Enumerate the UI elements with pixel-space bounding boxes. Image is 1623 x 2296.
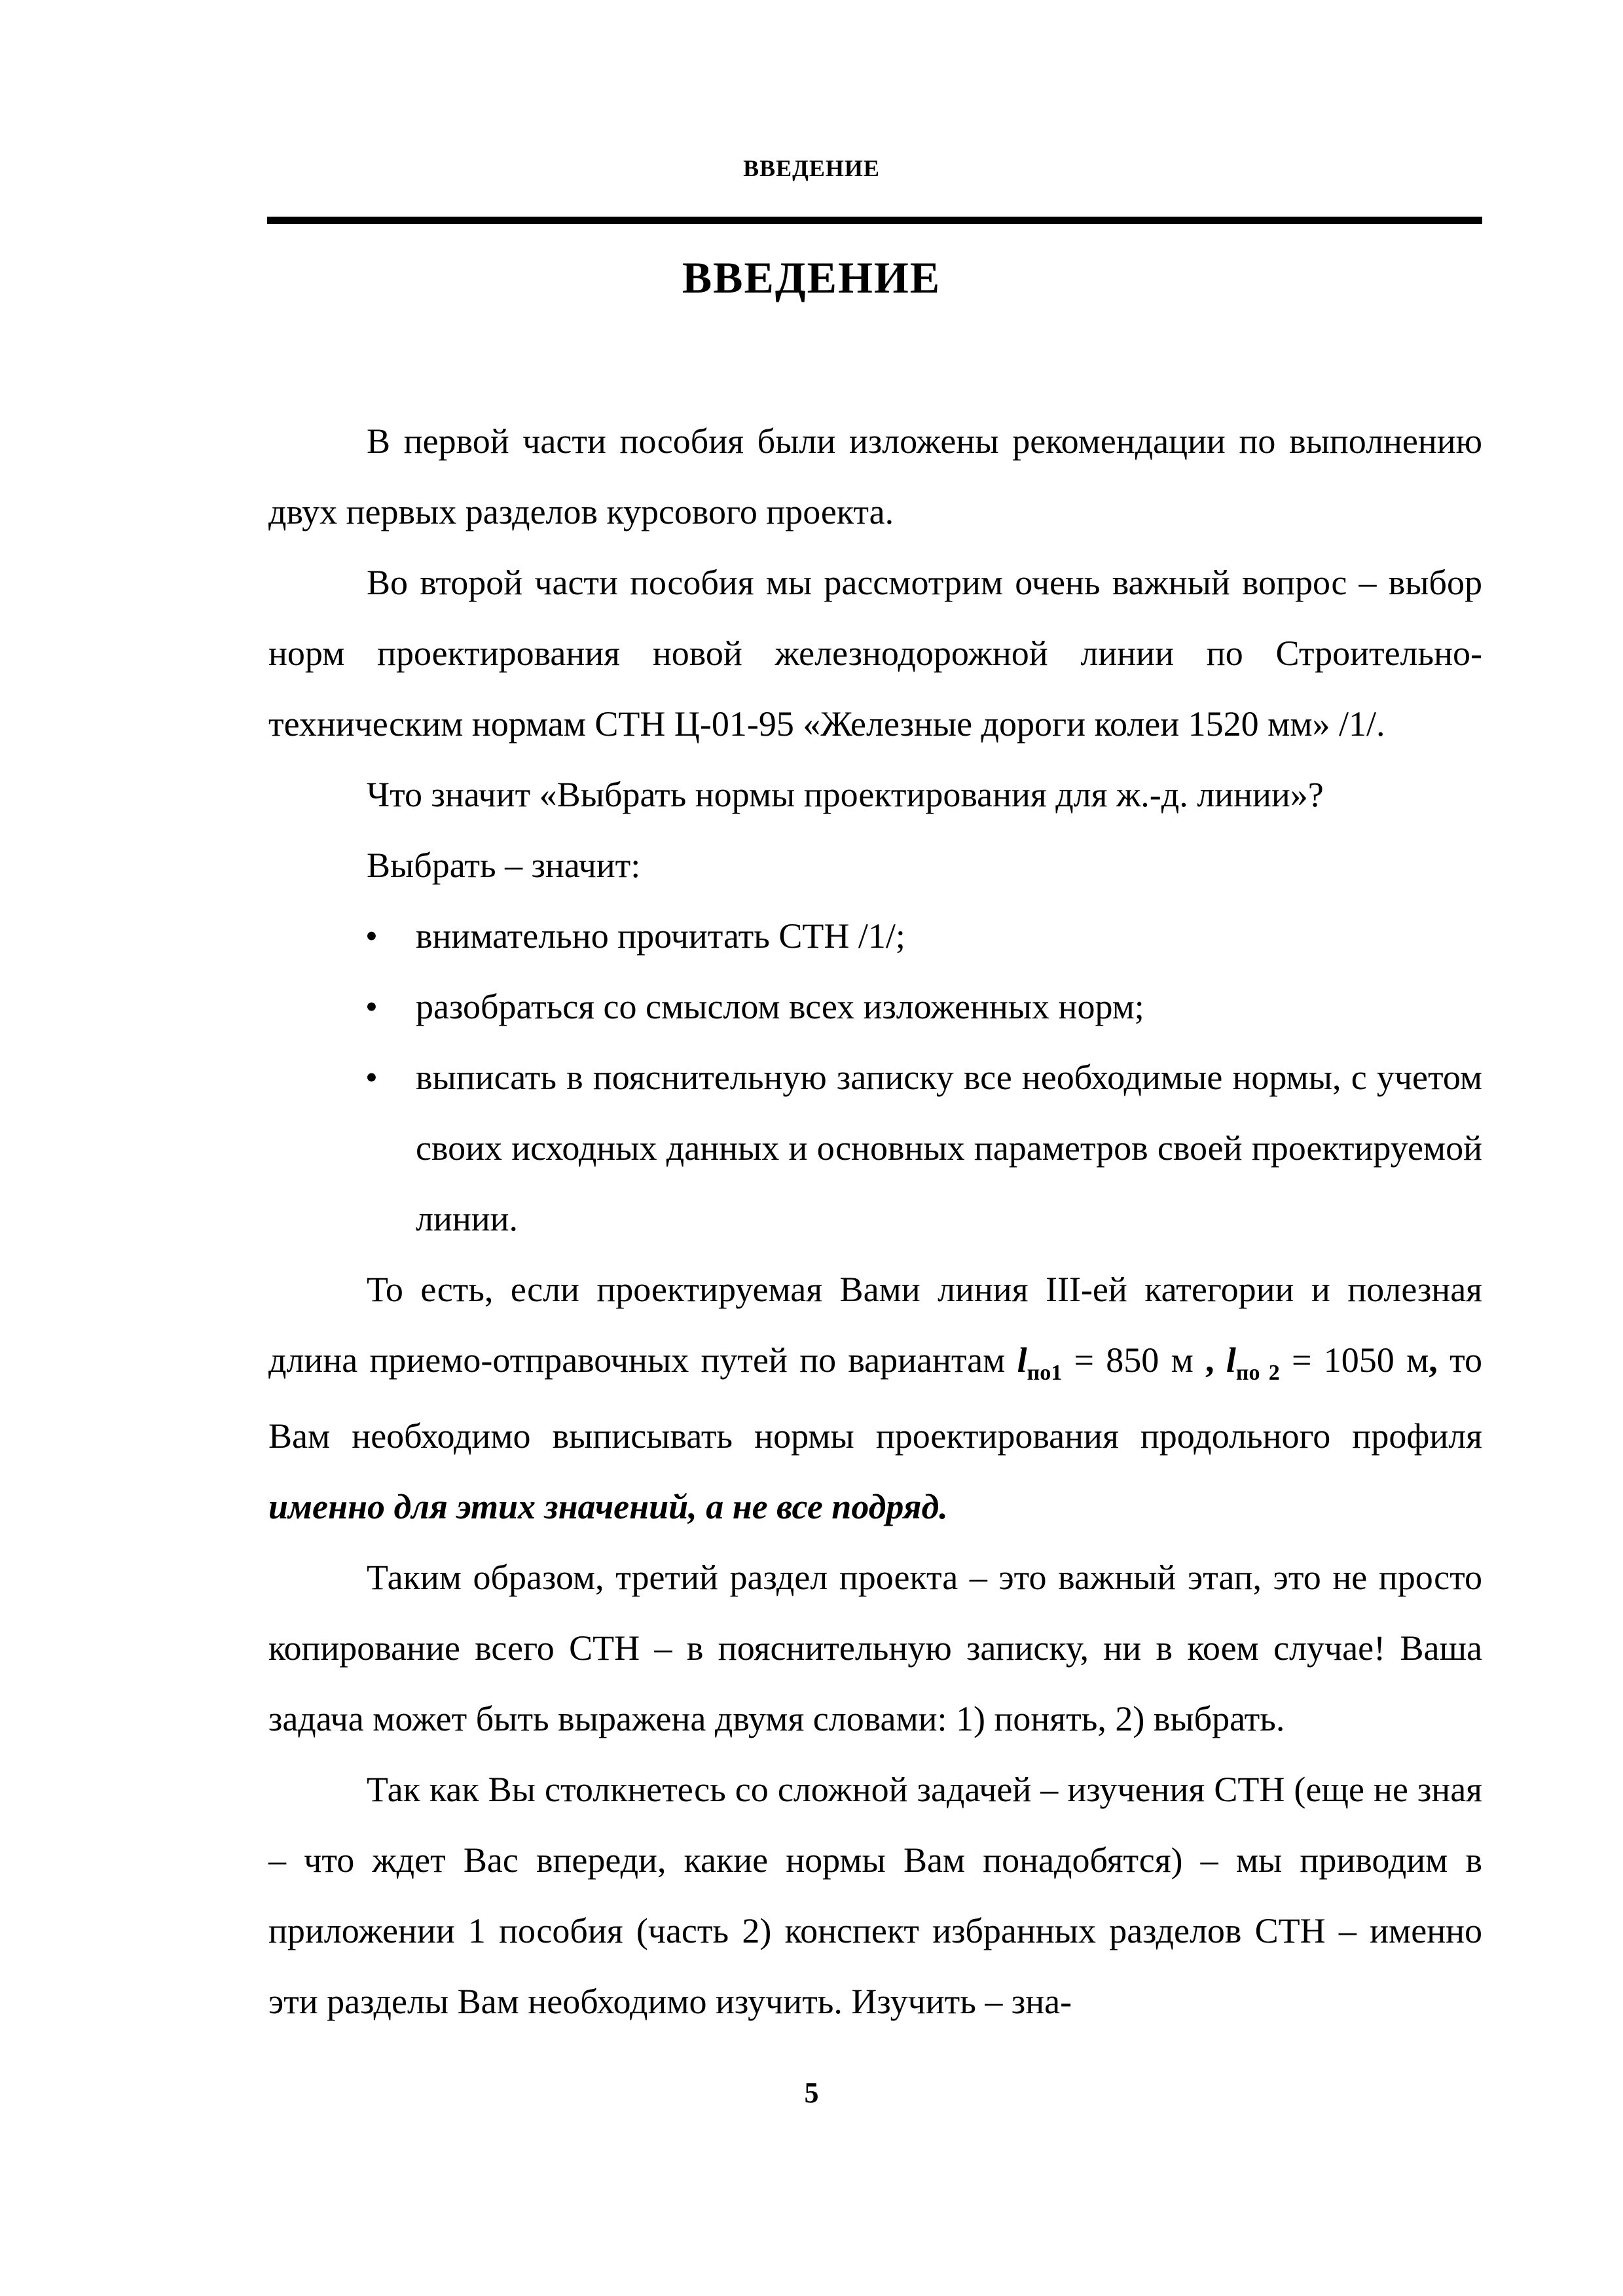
- paragraph-5-text: То есть, если проектируемая Вами линия III-ей категории и полезная длина приемо-отправочных путей по вариантам: [268, 1270, 1482, 1380]
- chapter-title: ВВЕДЕНИЕ: [682, 253, 941, 302]
- header-rule: [267, 217, 1482, 224]
- bullet-item: [268, 971, 1482, 1042]
- paragraph-2: Во второй части пособия мы рассмотрим очень важный вопрос – выбор норм проектирования новой железнодорожной линии по Строительно-техническим нормам СТН Ц-01-95 «Железные дороги колеи 1520 мм» /1/.: [268, 563, 1482, 744]
- bullet-text: выписать в пояснительную записку все необходимые нормы, с учетом своих исходных данных и основных параметров своей проектируемой линии.: [416, 1058, 1482, 1238]
- paragraph-5: [268, 1254, 1482, 1542]
- paragraph-4: Выбрать – значит:: [367, 846, 641, 885]
- comma-bold: ,: [1429, 1340, 1438, 1380]
- bullet-text: внимательно прочитать СТН /1/;: [416, 916, 905, 956]
- comma-bold: ,: [1205, 1340, 1214, 1380]
- subscript-po1: по1: [1027, 1361, 1063, 1385]
- symbol-l-po1: l: [1017, 1340, 1027, 1380]
- bullet-item: [268, 1042, 1482, 1254]
- bullet-list: [268, 901, 1482, 1254]
- value-1050: = 1050 м: [1279, 1340, 1429, 1380]
- bullet-item: [268, 901, 1482, 971]
- paragraph-6: Таким образом, третий раздел проекта – это важный этап, это не просто копирование всего СТН – в пояснительную записку, ни в коем случае! Ваша задача может быть выражена двумя словами: 1) понять, 2) выбрать.: [268, 1558, 1482, 1738]
- paragraph-7: Так как Вы столкнетесь со сложной задачей – изучения СТН (еще не зная – что ждет Вас впереди, какие нормы Вам понадобятся) – мы приводим в приложении 1 пособия (часть 2) конспект избранных разделов СТН – именно эти разделы Вам необходимо изучить. Изучить – зна-: [268, 1770, 1482, 2021]
- bullet-icon: •: [365, 987, 378, 1026]
- bullet-icon: •: [365, 916, 378, 956]
- page-number: 5: [804, 2077, 819, 2109]
- body-text: [268, 406, 1482, 2037]
- value-850: = 850 м: [1062, 1340, 1206, 1380]
- paragraph-1: В первой части пособия были изложены рекомендации по выполнению двух первых разделов курсового проекта.: [268, 422, 1482, 531]
- bullet-icon: •: [365, 1058, 378, 1097]
- emphasis-text: именно для этих значений, а не все подряд.: [268, 1487, 948, 1526]
- symbol-l-po2: l: [1214, 1340, 1236, 1380]
- paragraph-5-text: то Вам необходимо выписывать нормы проектирования продольного профиля: [268, 1340, 1482, 1456]
- subscript-po2: по 2: [1235, 1361, 1280, 1385]
- paragraph-3: Что значит «Выбрать нормы проектирования для ж.-д. линии»?: [367, 775, 1324, 814]
- running-header: ВВЕДЕНИЕ: [743, 155, 880, 181]
- bullet-text: разобраться со смыслом всех изложенных норм;: [416, 987, 1144, 1026]
